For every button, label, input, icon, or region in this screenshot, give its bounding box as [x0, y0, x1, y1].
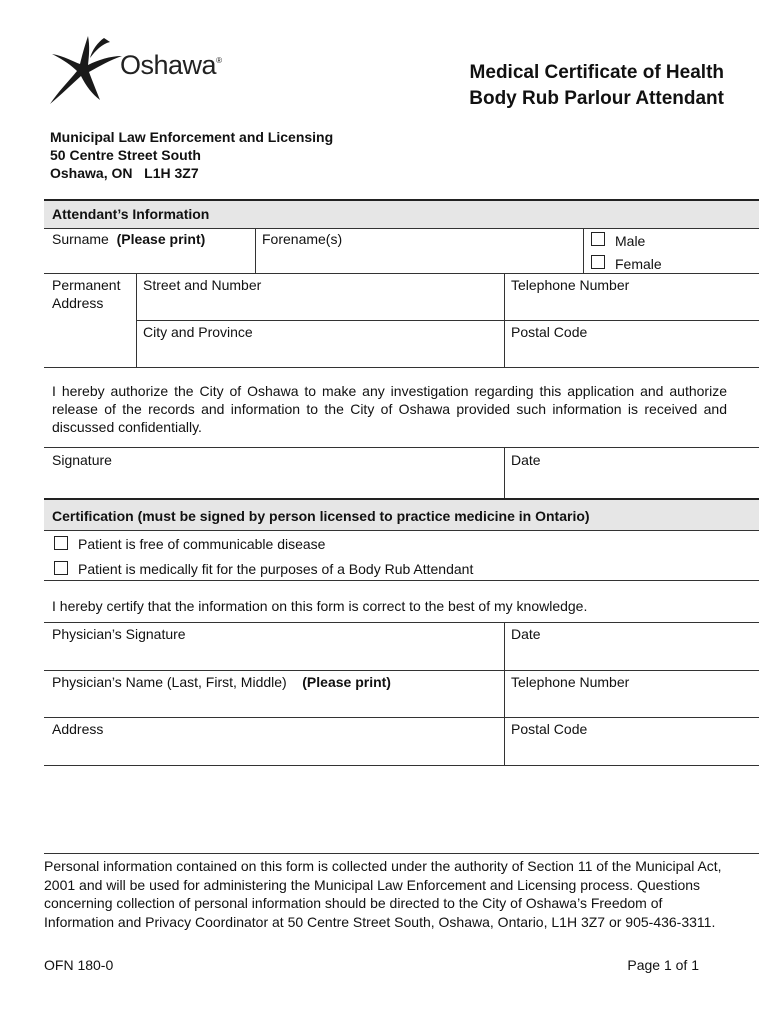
physician-signature-field[interactable]	[52, 625, 186, 643]
city-field[interactable]	[143, 323, 253, 341]
divider	[44, 853, 759, 854]
city-label: City and Province	[143, 324, 253, 340]
divider	[44, 273, 584, 274]
physician-postal-code-label: Postal Code	[511, 721, 588, 737]
divider	[504, 622, 505, 765]
office-line-2: 50 Centre Street South	[50, 147, 201, 163]
street-label: Street and Number	[143, 277, 262, 293]
divider	[504, 447, 505, 498]
physician-name-label: Physician’s Name (Last, First, Middle)	[52, 674, 287, 690]
divider	[44, 717, 759, 718]
certification-section-header: Certification (must be signed by person licensed to practice medicine in Ontario)	[44, 500, 759, 530]
divider	[44, 530, 759, 531]
divider	[44, 199, 759, 201]
medically-fit-label: Patient is medically fit for the purposes of a Body Rub Attendant	[78, 561, 474, 577]
logo-wordmark: Oshawa®	[120, 50, 222, 80]
physician-telephone-label: Telephone Number	[511, 674, 630, 690]
communicable-disease-checkbox[interactable]	[54, 536, 68, 550]
physician-signature-label: Physician’s Signature	[52, 626, 186, 642]
physician-postal-code-field[interactable]	[511, 720, 587, 738]
privacy-notice: Personal information contained on this form is collected under the authority of Section 11 of the Municipal Act, 2001 and will be used for administering the Municipal Law Enforcement and Licensing process. Questions concerning collection of personal information should be directed to the City of Oshawa’s Freedom of Information and Privacy Coordinator at 50 Centre Street South, Oshawa, Ontario, L1H 3Z7 or 905-436-3311.	[44, 858, 722, 930]
divider	[255, 228, 256, 273]
male-label: Male	[615, 233, 646, 249]
street-field[interactable]	[143, 276, 261, 294]
divider	[583, 228, 584, 273]
surname-field[interactable]	[52, 230, 205, 248]
office-line-3: Oshawa, ON L1H 3Z7	[50, 165, 199, 181]
certification-date-field[interactable]	[511, 625, 541, 643]
certify-statement: I hereby certify that the information on this form is correct to the best of my knowledge.	[52, 598, 588, 614]
male-checkbox[interactable]	[591, 232, 605, 246]
physician-address-field[interactable]	[52, 720, 103, 738]
female-checkbox[interactable]	[591, 255, 605, 269]
forenames-label: Forename(s)	[262, 231, 343, 247]
physician-please-print-note: (Please print)	[302, 674, 391, 690]
form-number: OFN 180-0	[44, 957, 114, 973]
divider	[44, 622, 759, 623]
office-address	[50, 128, 333, 182]
date-field[interactable]	[511, 451, 541, 469]
communicable-disease-label: Patient is free of communicable disease	[78, 536, 326, 552]
please-print-note: (Please print)	[116, 231, 206, 247]
title-line-2: Body Rub Parlour Attendant	[469, 88, 724, 109]
female-label: Female	[615, 256, 662, 272]
signature-field[interactable]	[52, 451, 112, 469]
oshawa-logo	[44, 34, 244, 106]
divider	[44, 765, 759, 766]
office-line-1: Municipal Law Enforcement and Licensing	[50, 129, 334, 145]
permanent-address-label: Permanent Address	[52, 277, 121, 311]
divider	[136, 320, 759, 321]
oshawa-star-icon	[44, 34, 124, 106]
divider	[44, 580, 759, 581]
surname-label: Surname	[52, 231, 109, 247]
divider	[44, 670, 759, 671]
physician-name-field[interactable]	[52, 673, 391, 691]
physician-telephone-field[interactable]	[511, 673, 629, 691]
title-line-1: Medical Certificate of Health	[469, 62, 724, 83]
form-title	[469, 60, 724, 112]
forenames-field[interactable]	[262, 230, 342, 248]
divider	[504, 273, 759, 274]
telephone-field[interactable]	[511, 276, 629, 294]
certification-date-label: Date	[511, 626, 541, 642]
postal-code-field[interactable]	[511, 323, 587, 341]
medically-fit-checkbox[interactable]	[54, 561, 68, 575]
physician-address-label: Address	[52, 721, 104, 737]
divider	[44, 367, 759, 368]
page-number: Page 1 of 1	[627, 957, 699, 973]
postal-code-label: Postal Code	[511, 324, 588, 340]
authorization-statement: I hereby authorize the City of Oshawa to make any investigation regarding this application and authorize release of the records and information to the City of Oshawa provided such information is received and discussed confidentially.	[52, 383, 727, 435]
telephone-label: Telephone Number	[511, 277, 630, 293]
divider	[44, 228, 759, 229]
date-label: Date	[511, 452, 541, 468]
signature-label: Signature	[52, 452, 112, 468]
divider	[44, 447, 759, 448]
attendant-section-header: Attendant’s Information	[44, 200, 759, 228]
